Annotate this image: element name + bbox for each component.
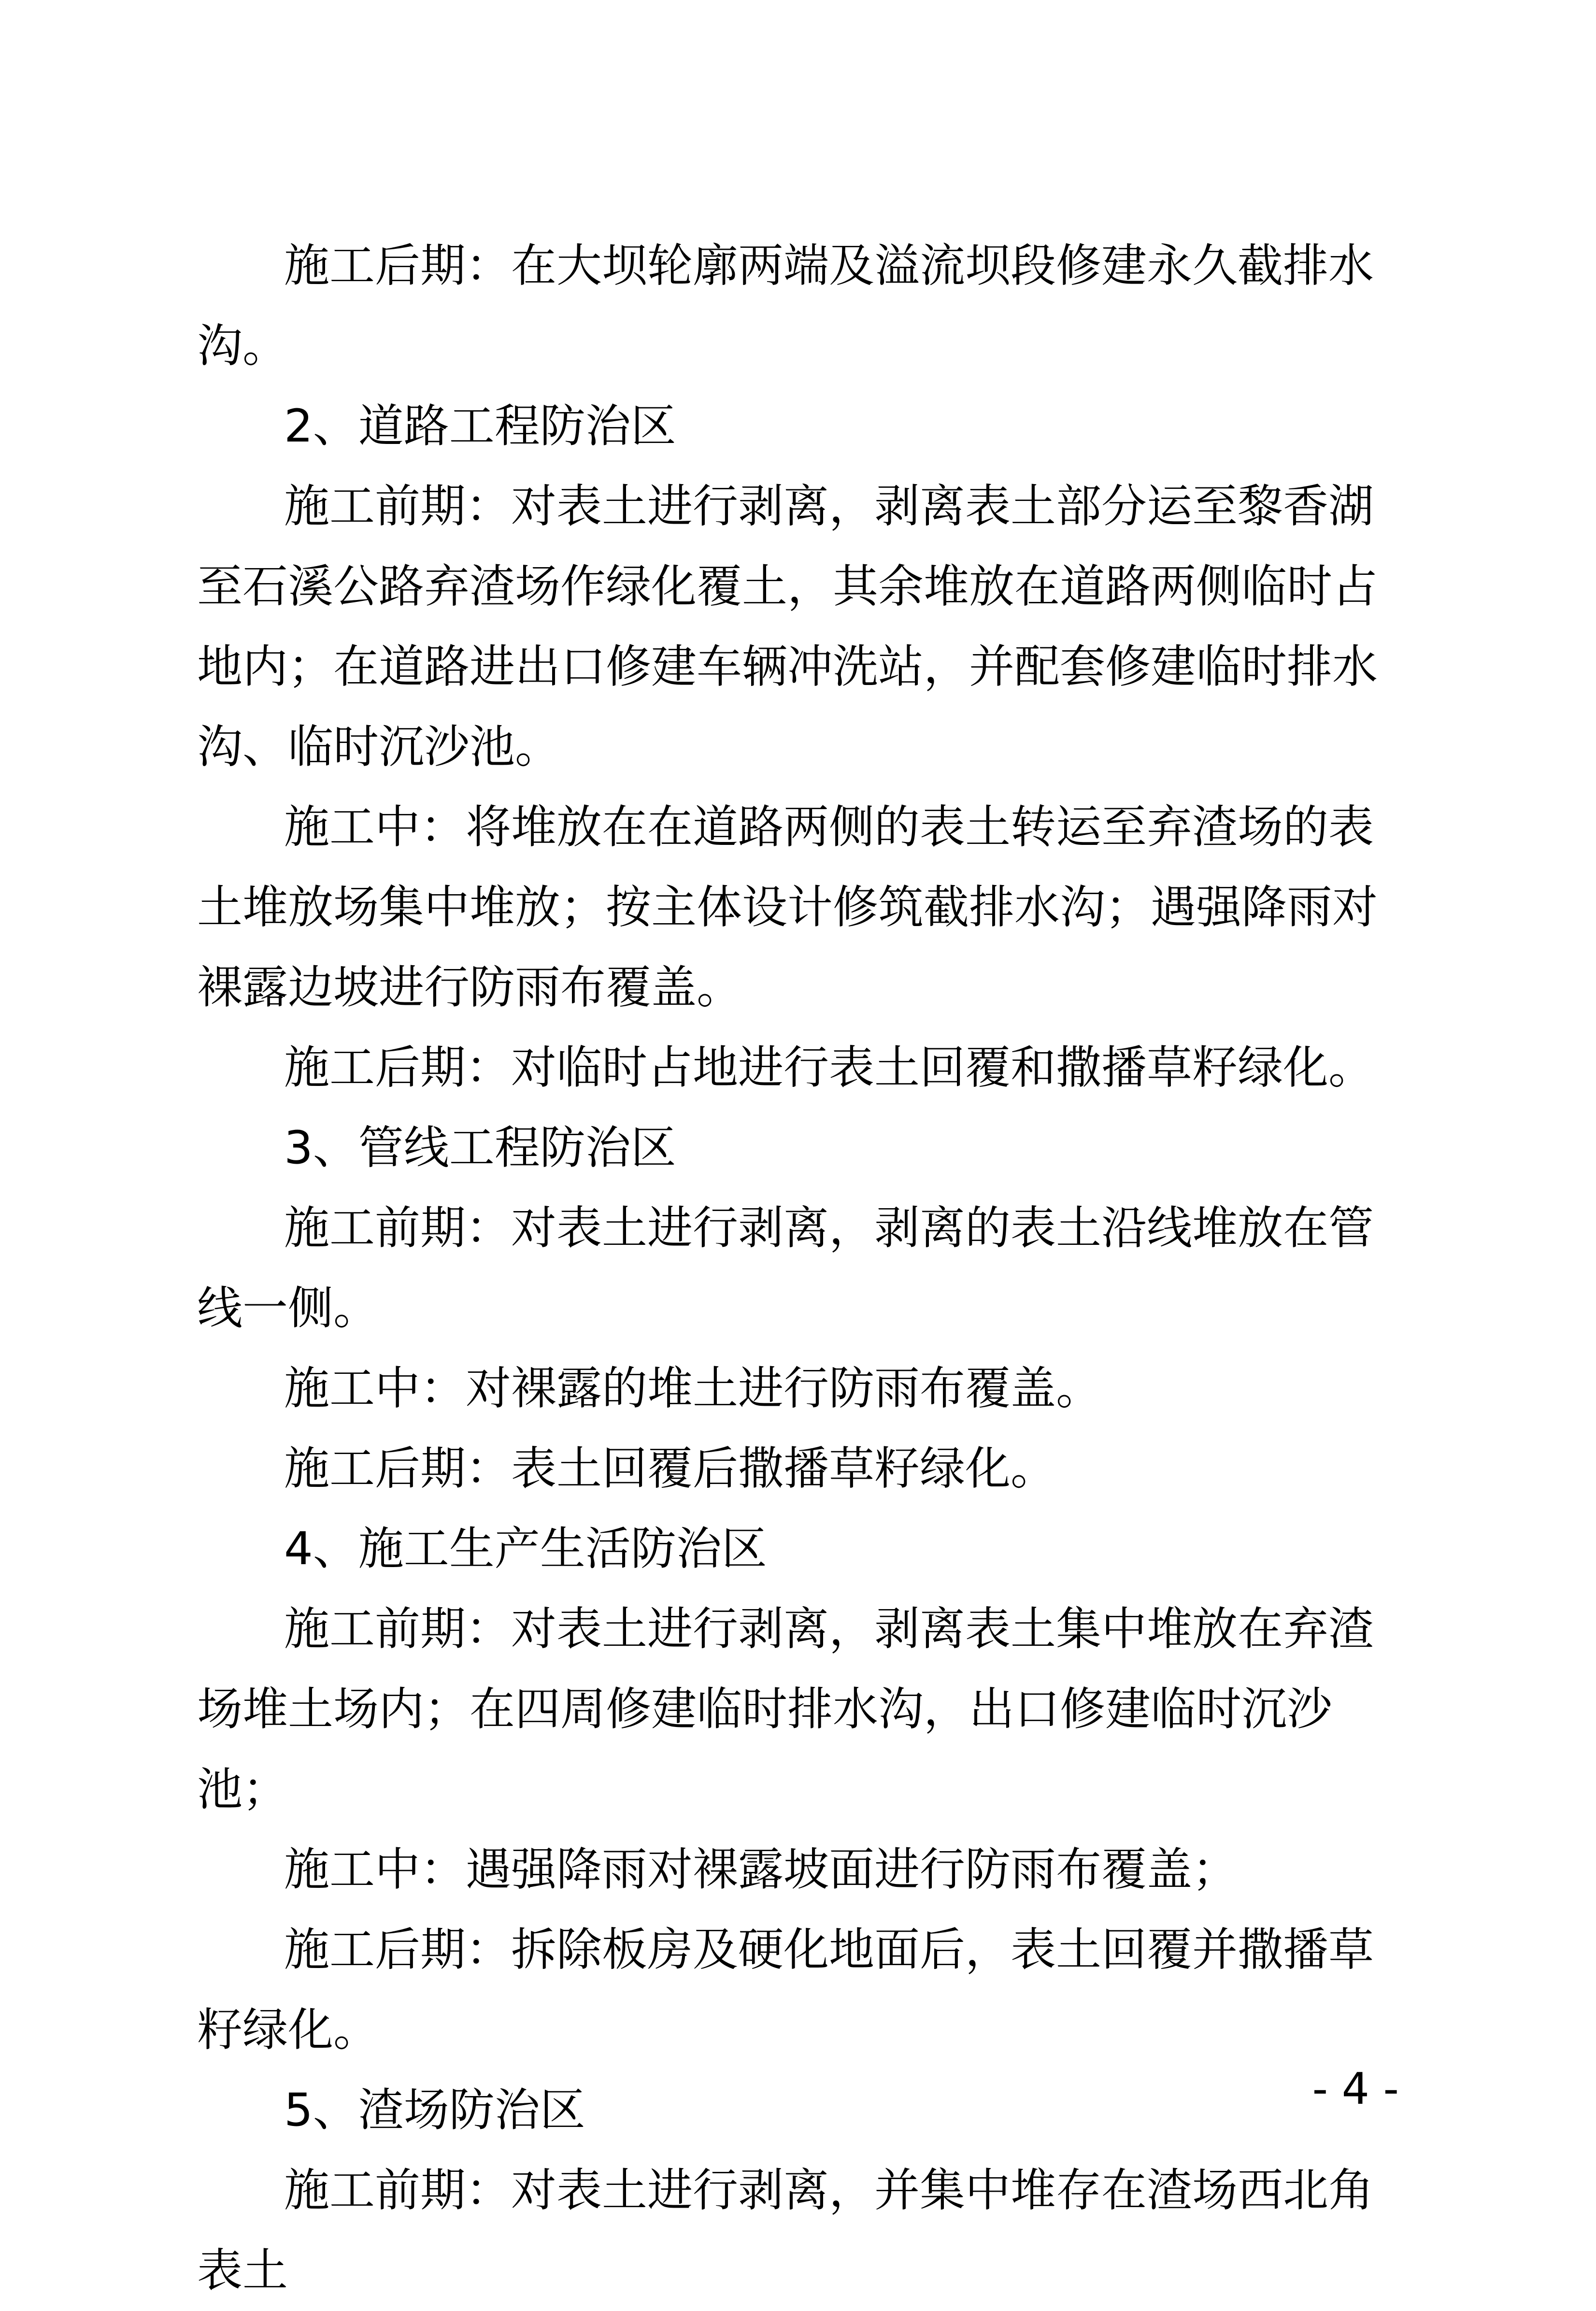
- paragraph: 施工中：对裸露的堆土进行防雨布覆盖。: [284, 1362, 1102, 1415]
- paragraph: 施工后期：拆除板房及硬化地面后，表土回覆并撒播草籽绿化。: [197, 1924, 1374, 2056]
- paragraph: 施工前期：对表土进行剥离，剥离的表土沿线堆放在管线一侧。: [197, 1202, 1374, 1335]
- paragraph: 施工前期：对表土进行剥离，并集中堆存在渣场西北角表土: [197, 2164, 1374, 2297]
- paragraph: 施工后期：在大坝轮廓两端及溢流坝段修建永久截排水沟。: [197, 240, 1374, 372]
- paragraph: 施工中：将堆放在在道路两侧的表土转运至弃渣场的表土堆放场集中堆放；按主体设计修筑截排水沟；遇强降雨对裸露边坡进行防雨布覆盖。: [197, 801, 1378, 1014]
- document-body: [197, 226, 1414, 2311]
- paragraph: 施工后期：对临时占地进行表土回覆和撒播草籽绿化。: [284, 1041, 1374, 1094]
- section-heading: 3、管线工程防治区: [284, 1122, 676, 1174]
- section-heading: 4、施工生产生活防治区: [284, 1523, 767, 1575]
- paragraph: 施工中：遇强降雨对裸露坡面进行防雨布覆盖；: [284, 1843, 1238, 1896]
- page-number: - 4 -: [1312, 2064, 1399, 2114]
- section-heading: 2、道路工程防治区: [284, 400, 676, 453]
- paragraph: 施工后期：表土回覆后撒播草籽绿化。: [284, 1442, 1056, 1495]
- section-heading: 5、渣场防治区: [284, 2084, 585, 2137]
- paragraph: 施工前期：对表土进行剥离，剥离表土部分运至黎香湖至石溪公路弃渣场作绿化覆土，其余堆放在道路两侧临时占地内；在道路进出口修建车辆冲洗站，并配套修建临时排水沟、临时沉沙池。: [197, 480, 1378, 773]
- paragraph: 施工前期：对表土进行剥离，剥离表土集中堆放在弃渣场堆土场内；在四周修建临时排水沟，出口修建临时沉沙池；: [197, 1603, 1374, 1816]
